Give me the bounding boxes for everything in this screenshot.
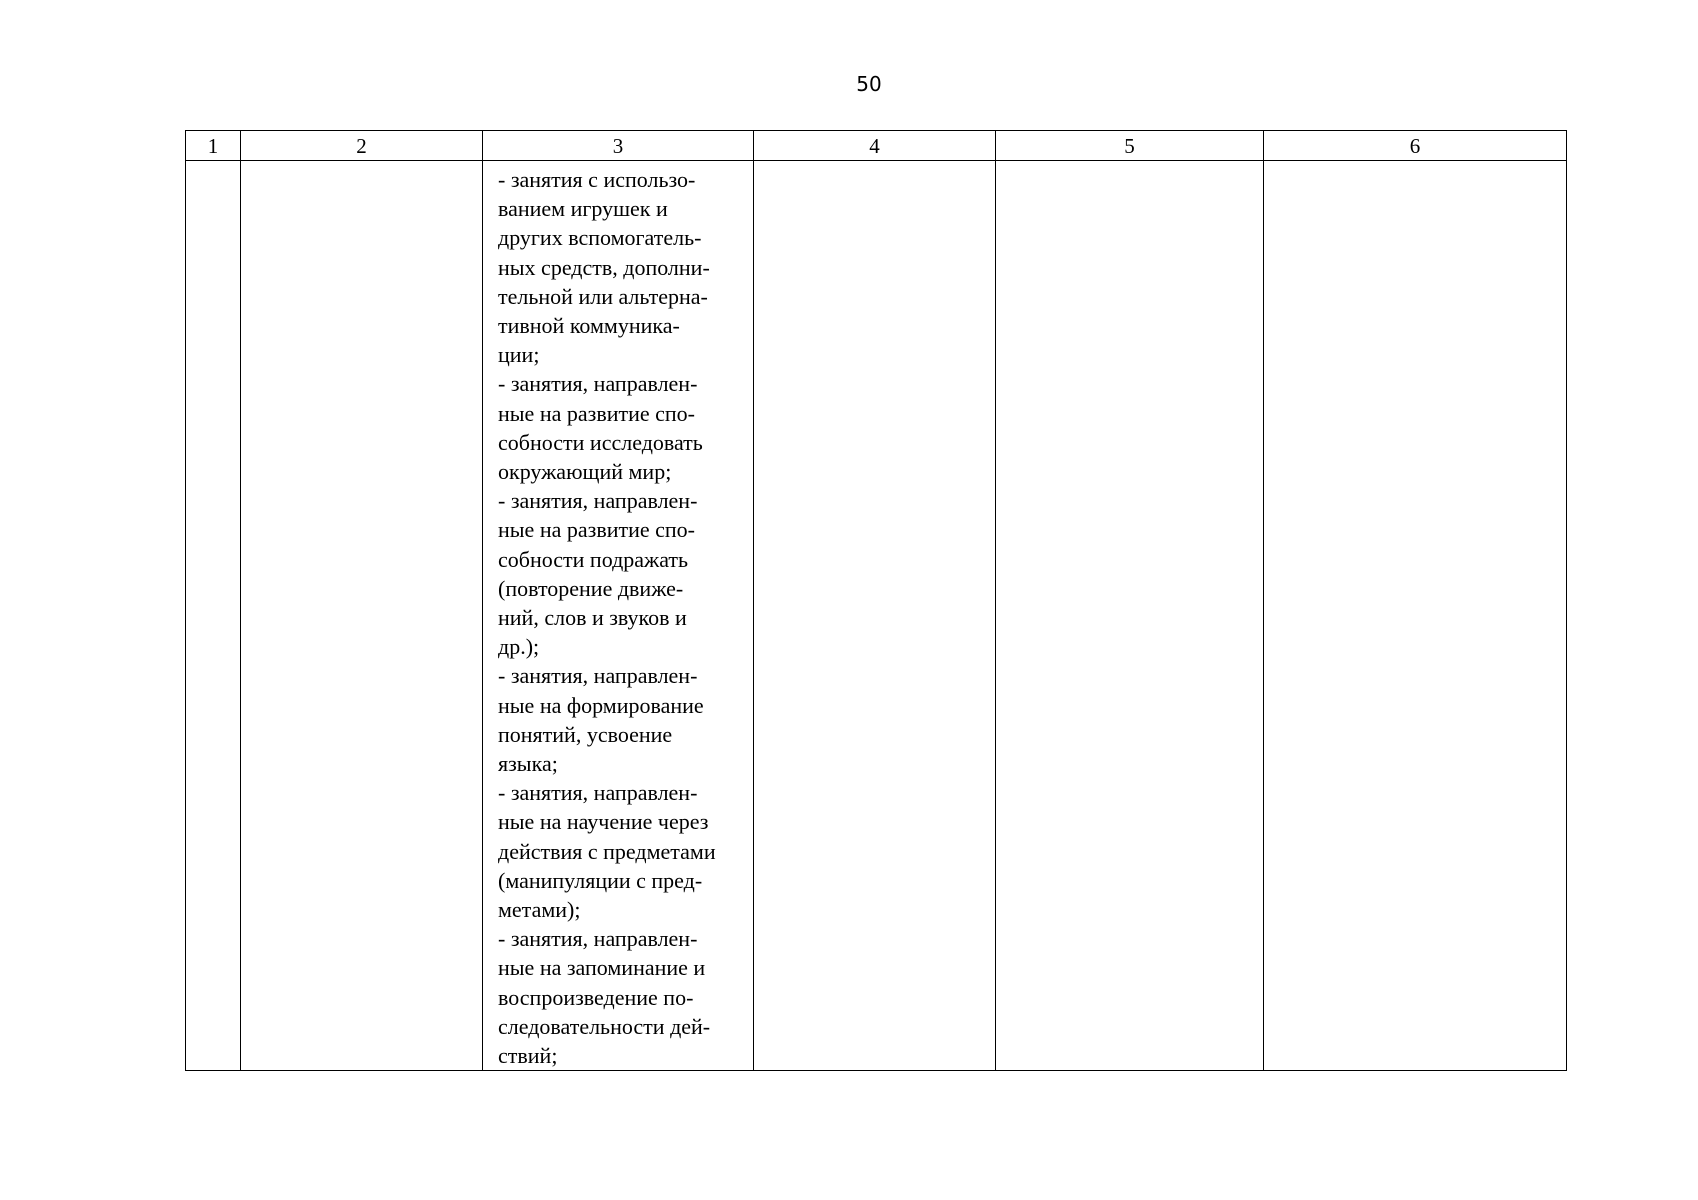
- text-line: действия с предметами: [498, 838, 716, 864]
- column-header-6: 6: [1264, 131, 1567, 161]
- table-row: [186, 161, 1567, 1071]
- text-line: ных средств, дополни-: [498, 254, 710, 280]
- text-line: собности исследовать: [498, 429, 703, 455]
- text-line: метами);: [498, 897, 581, 923]
- text-line: тивной коммуника-: [498, 313, 680, 339]
- cell-col-2: [241, 161, 483, 1071]
- text-line: (повторение движе-: [498, 575, 684, 601]
- text-line: следовательности дей-: [498, 1013, 711, 1039]
- text-line: - занятия, направлен-: [498, 488, 698, 514]
- column-header-2: 2: [241, 131, 483, 161]
- text-line: (манипуляции с пред-: [498, 867, 703, 893]
- text-line: ствий;: [498, 1043, 558, 1069]
- cell-col-3: [483, 161, 754, 1071]
- text-line: ванием игрушек и: [498, 196, 668, 222]
- text-line: понятий, усвоение: [498, 721, 673, 747]
- cell-col-1: [186, 161, 241, 1071]
- text-line: др.);: [498, 634, 540, 660]
- cell-col-3-text: [483, 161, 753, 1070]
- column-header-5: 5: [996, 131, 1264, 161]
- cell-col-6: [1264, 161, 1567, 1071]
- text-line: - занятия с использо-: [498, 167, 696, 192]
- text-line: ные на формирование: [498, 692, 704, 718]
- text-line: ции;: [498, 342, 540, 368]
- page-number: 50: [856, 72, 882, 96]
- text-line: других вспомогатель-: [498, 225, 702, 251]
- column-header-3: 3: [483, 131, 754, 161]
- text-line: ные на развитие спо-: [498, 400, 695, 426]
- text-line: языка;: [498, 751, 558, 777]
- text-line: ний, слов и звуков и: [498, 605, 687, 631]
- column-header-4: 4: [754, 131, 996, 161]
- text-line: ные на запоминание и: [498, 955, 706, 981]
- cell-col-5: [996, 161, 1264, 1071]
- document-table: [185, 130, 1567, 1071]
- text-line: тельной или альтерна-: [498, 283, 708, 309]
- text-line: ные на научение через: [498, 809, 709, 835]
- column-header-1: 1: [186, 131, 241, 161]
- text-line: - занятия, направлен-: [498, 371, 698, 397]
- text-line: собности подражать: [498, 546, 689, 572]
- text-line: - занятия, направлен-: [498, 926, 698, 952]
- table-header-row: [186, 131, 1567, 161]
- text-line: - занятия, направлен-: [498, 780, 698, 806]
- text-line: воспроизведение по-: [498, 984, 694, 1010]
- text-line: ные на развитие спо-: [498, 517, 695, 543]
- text-line: - занятия, направлен-: [498, 663, 698, 689]
- text-line: окружающий мир;: [498, 459, 672, 485]
- cell-col-4: [754, 161, 996, 1071]
